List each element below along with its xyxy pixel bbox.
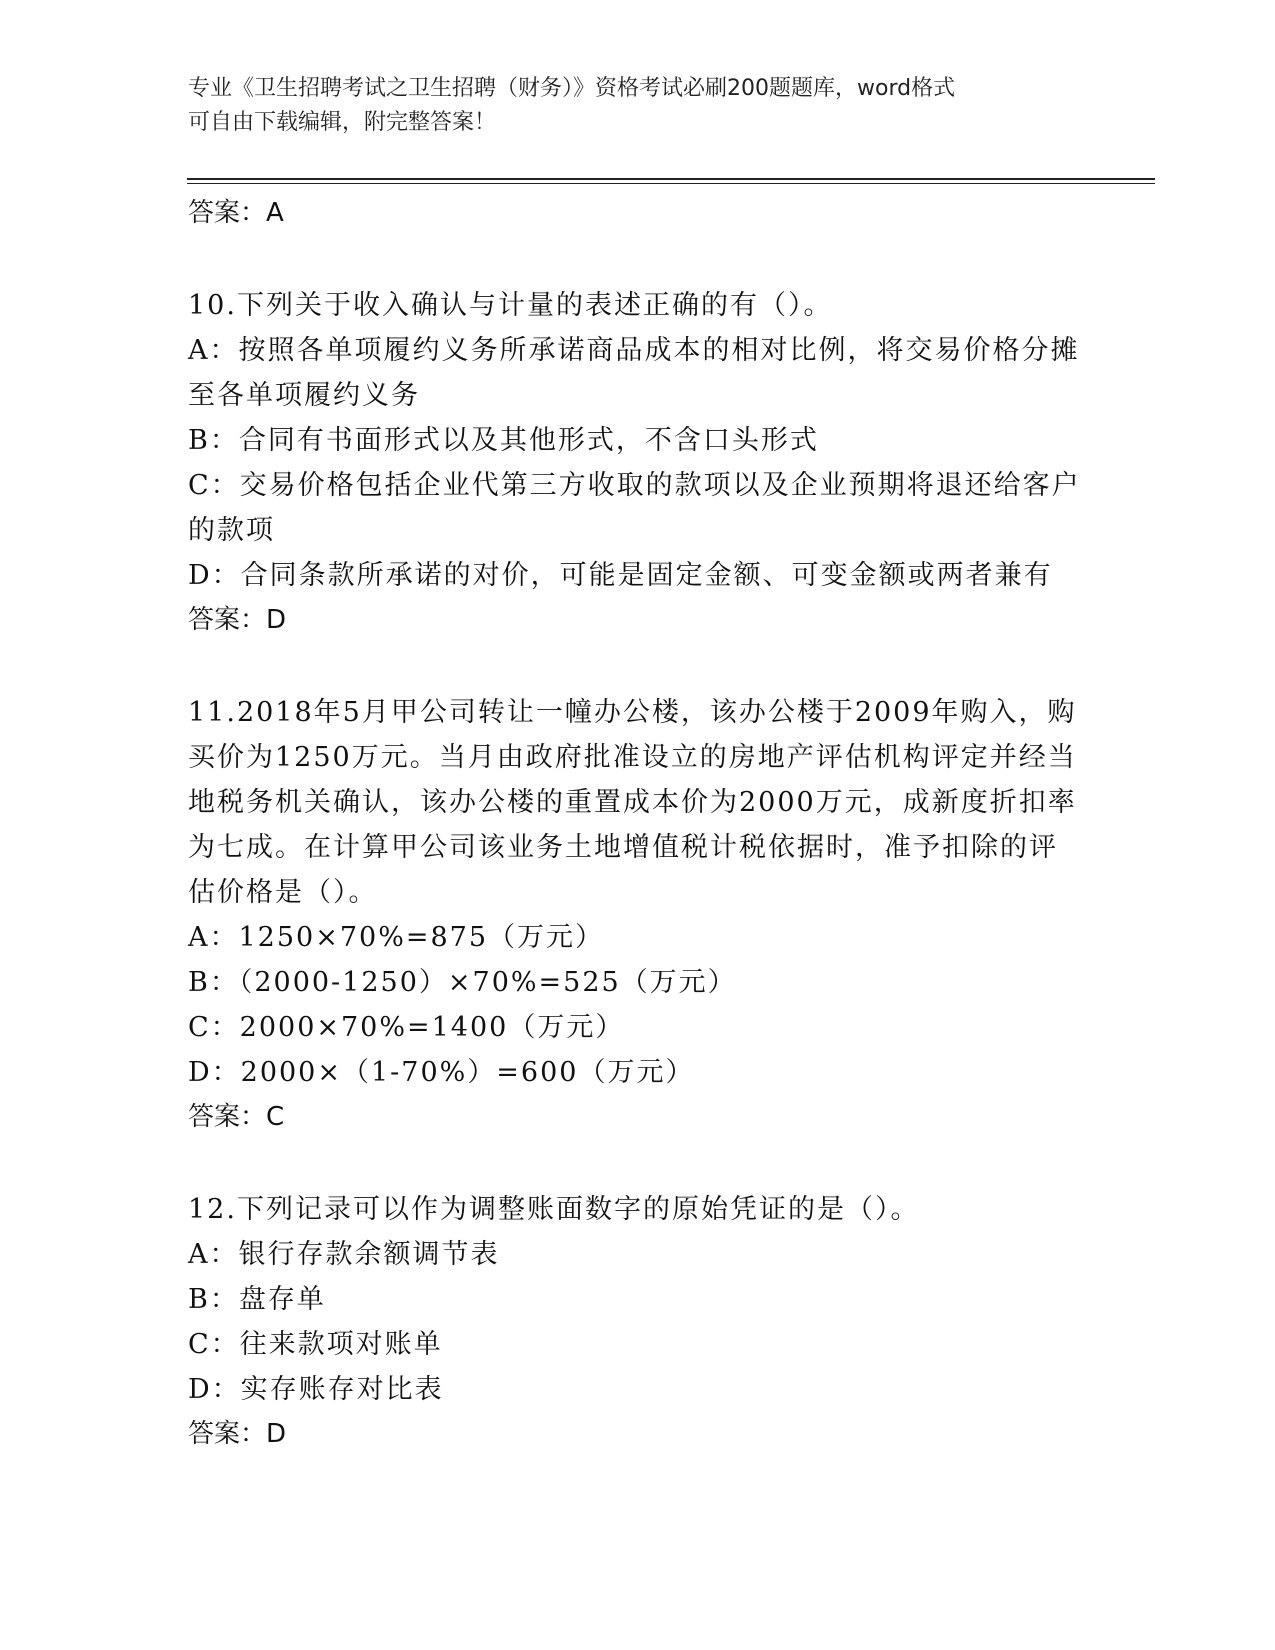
option-a: A：按照各单项履约义务所承诺商品成本的相对比例，将交易价格分摊 [188,335,1080,366]
option-d: D：合同条款所承诺的对价，可能是固定金额、可变金额或两者兼有 [188,560,1053,591]
question-11 [188,690,1088,1139]
question-10 [188,283,1088,642]
option-c-continued: 的款项 [188,515,275,546]
question-stem-continued: 买价为1250万元。当月由政府批准设立的房地产评估机构评定并经当 [188,742,1077,773]
header-line-1: 专业《卫生招聘考试之卫生招聘（财务）》资格考试必刷200题题库，word格式 [188,76,956,101]
document-header [188,72,1068,140]
question-stem-continued: 估价格是（）。 [188,877,378,908]
question-stem: 10.下列关于收入确认与计量的表述正确的有（）。 [188,290,833,321]
question-stem-continued: 为七成。在计算甲公司该业务土地增值税计税依据时，准予扣除的评 [188,832,1058,863]
option-b: B：盘存单 [188,1284,326,1315]
option-c: C：往来款项对账单 [188,1329,443,1360]
option-a-continued: 至各单项履约义务 [188,380,420,411]
option-a: A：银行存款余额调节表 [188,1239,500,1270]
previous-question-answer: 答案：A [188,198,284,228]
answer: 答案：D [188,605,287,635]
option-c: C：交易价格包括企业代第三方收取的款项以及企业预期将退还给客户 [188,470,1081,501]
option-d: D：实存账存对比表 [188,1374,444,1405]
option-c: C：2000×70%=1400（万元） [188,1012,625,1043]
document-body [188,187,1088,1456]
option-a: A：1250×70%=875（万元） [188,922,605,953]
question-stem-continued: 地税务机关确认，该办公楼的重置成本价为2000万元，成新度折扣率 [188,787,1077,818]
option-b: B：（2000-1250）×70%=525（万元） [188,967,737,998]
header-line-2: 可自由下载编辑，附完整答案！ [188,110,497,135]
answer: 答案：D [188,1419,287,1449]
question-stem: 11.2018年5月甲公司转让一幢办公楼，该办公楼于2009年购入，购 [188,697,1077,728]
option-d: D：2000×（1-70%）=600（万元） [188,1057,695,1088]
option-b: B：合同有书面形式以及其他形式，不含口头形式 [188,425,819,456]
question-12 [188,1187,1088,1456]
answer: 答案：C [188,1102,285,1132]
question-stem: 12.下列记录可以作为调整账面数字的原始凭证的是（）。 [188,1194,920,1225]
header-rule-thick [187,178,1155,180]
header-rule-thin [187,183,1155,184]
